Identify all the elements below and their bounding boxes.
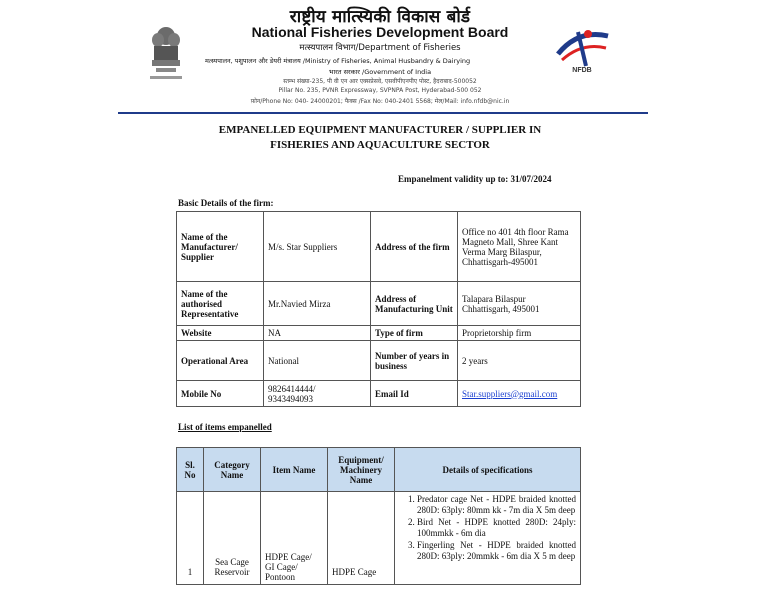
ministry-line: मत्स्यपालन, पशुपालन और डेयरी मंत्रालय /Ministry of Fisheries, Animal Husbandry & Dairying bbox=[205, 57, 471, 65]
name-label: Name of the Manufacturer/ Supplier bbox=[177, 212, 264, 282]
table-row bbox=[177, 381, 581, 407]
table-row bbox=[177, 212, 581, 282]
name-value: M/s. Star Suppliers bbox=[264, 212, 371, 282]
table-header-row bbox=[177, 448, 581, 492]
title-line-2: FISHERIES AND AQUACULTURE SECTOR bbox=[270, 139, 490, 151]
header-divider bbox=[118, 112, 648, 114]
email-cell bbox=[458, 381, 581, 407]
government-line: भारत सरकार /Government of India bbox=[328, 68, 432, 76]
years-value: 2 years bbox=[458, 341, 581, 381]
board-title-hindi: राष्ट्रीय मात्स्यिकी विकास बोर्ड bbox=[289, 7, 471, 27]
mobile-label: Mobile No bbox=[177, 381, 264, 407]
firm-details-table bbox=[176, 211, 581, 407]
list-item: 3. Fingerling Net - HDPE braided knotted 280D: 63ply: 20mmkk - 6m dia X 5 m deep bbox=[417, 540, 576, 561]
type-label: Type of firm bbox=[371, 326, 458, 341]
table-row bbox=[177, 341, 581, 381]
mfg-value: Talapara Bilaspur Chhattisgarh, 495001 bbox=[458, 282, 581, 326]
items-heading: List of items empanelled bbox=[178, 422, 272, 432]
row-sl: 1 bbox=[177, 492, 204, 585]
title-line-1: EMPANELLED EQUIPMENT MANUFACTURER / SUPPLIER IN bbox=[218, 124, 542, 136]
contact-line: फ़ोन/Phone No: 040- 24000201; फैक्स /Fax No: 040-2401 5568; मेल/Mail: info.nfdb@nic.in bbox=[250, 98, 510, 105]
area-value: National bbox=[264, 341, 371, 381]
rep-value: Mr.Navied Mirza bbox=[264, 282, 371, 326]
col-sl: Sl. No bbox=[177, 448, 204, 492]
website-label: Website bbox=[177, 326, 264, 341]
email-link[interactable]: Star.suppliers@gmail.com bbox=[462, 388, 558, 399]
email-label: Email Id bbox=[371, 381, 458, 407]
rep-label: Name of the authorised Representative bbox=[177, 282, 264, 326]
col-equipment: Equipment/ Machinery Name bbox=[328, 448, 395, 492]
table-row bbox=[177, 282, 581, 326]
col-item: Item Name bbox=[261, 448, 328, 492]
document-title bbox=[150, 123, 610, 153]
col-category: Category Name bbox=[204, 448, 261, 492]
row-category: Sea Cage Reservoir bbox=[204, 492, 261, 585]
col-specs: Details of specifications bbox=[395, 448, 581, 492]
row-specs bbox=[395, 492, 581, 585]
row-equipment: HDPE Cage bbox=[328, 492, 395, 585]
department-line: मत्स्यपालन विभाग/Department of Fisheries bbox=[299, 43, 461, 53]
validity-text: Empanelment validity up to: 31/07/2024 bbox=[398, 174, 552, 184]
years-label: Number of years in business bbox=[371, 341, 458, 381]
mobile-value bbox=[264, 381, 371, 407]
type-value: Proprietorship firm bbox=[458, 326, 581, 341]
address-label: Address of the firm bbox=[371, 212, 458, 282]
area-label: Operational Area bbox=[177, 341, 264, 381]
address-value: Office no 401 4th floor Rama Magneto Mall, Shree Kant Verma Marg Bilaspur, Chhattisgarh-495001 bbox=[458, 212, 581, 282]
items-table bbox=[176, 447, 581, 585]
basic-details-heading: Basic Details of the firm: bbox=[178, 198, 274, 208]
national-emblem-icon bbox=[146, 24, 186, 86]
board-title-english: National Fisheries Development Board bbox=[251, 24, 509, 40]
logo-caption: NFDB bbox=[572, 67, 592, 74]
mfg-label: Address of Manufacturing Unit bbox=[371, 282, 458, 326]
row-item: HDPE Cage/ GI Cage/ Pontoon bbox=[261, 492, 328, 585]
list-item: 2. Bird Net - HDPE knotted 280D: 24ply: 100mmkk - 6m dia bbox=[417, 517, 576, 538]
table-row bbox=[177, 326, 581, 341]
list-item: 1. Predator cage Net - HDPE braided knotted 280D: 63ply: 80mm kk - 7m dia X 5m deep bbox=[417, 494, 576, 515]
table-row bbox=[177, 492, 581, 585]
mobile-number-1: 9826414444/ bbox=[268, 383, 316, 394]
address-hindi: स्तम्भ संख्या-235, पी वी एन आर एक्सप्रेसवे, एसवीपीएनपीए पोस्ट, हैदराबाद-500052 bbox=[283, 78, 477, 85]
website-value: NA bbox=[264, 326, 371, 341]
mobile-number-2: 9343494093 bbox=[268, 393, 313, 404]
spec-list bbox=[399, 494, 576, 561]
address-english: Pillar No. 235, PVNR Expressway, SVPNPA Post, Hyderabad-500 052 bbox=[278, 87, 482, 94]
